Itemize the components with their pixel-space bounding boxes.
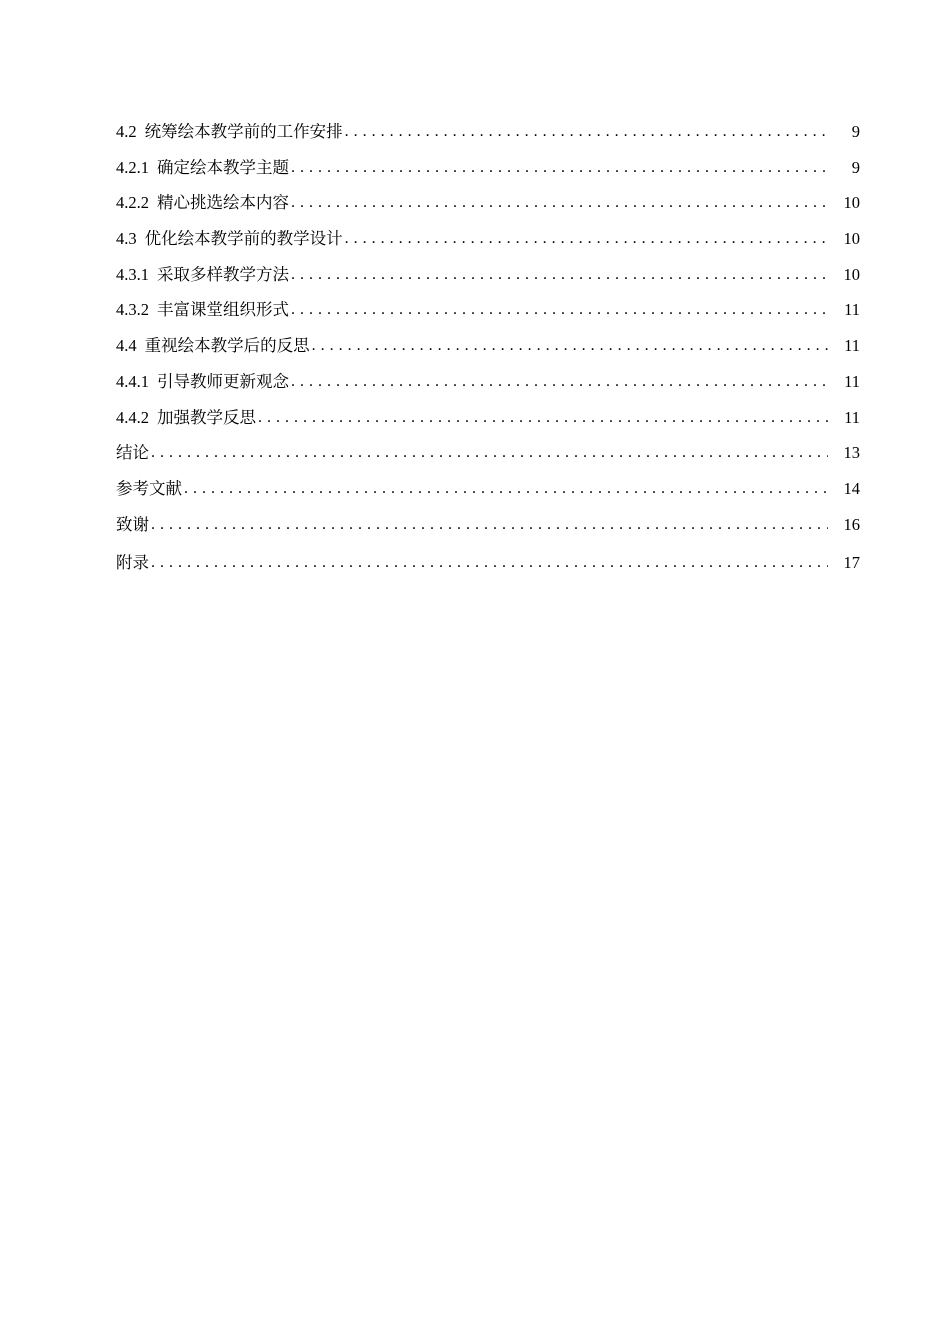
toc-entry[interactable] xyxy=(116,471,860,507)
toc-entry-page: 9 xyxy=(851,157,860,177)
toc-dot-leader xyxy=(151,543,828,582)
toc-entry-number: 4.2.1 xyxy=(116,157,149,177)
toc-dot-leader xyxy=(291,184,828,221)
toc-entry[interactable] xyxy=(116,185,860,221)
toc-entry[interactable] xyxy=(116,435,860,471)
toc-entry-page: 17 xyxy=(843,553,860,573)
toc-entry-number: 4.2.2 xyxy=(116,193,149,213)
toc-dot-leader xyxy=(291,291,828,328)
toc-entry[interactable] xyxy=(116,150,860,186)
toc-entry[interactable] xyxy=(116,292,860,328)
toc-dot-leader xyxy=(291,149,828,186)
toc-entry-title: 致谢 xyxy=(116,514,149,534)
toc-entry-title: 采取多样教学方法 xyxy=(157,264,289,284)
toc-entry-title: 引导教师更新观念 xyxy=(157,371,289,391)
toc-entry-page: 16 xyxy=(843,514,860,534)
toc-entry-page: 11 xyxy=(844,300,860,320)
toc-entry-page: 9 xyxy=(851,122,860,141)
toc-dot-leader xyxy=(345,220,828,257)
toc-entry-number: 4.3 xyxy=(116,229,137,249)
toc-entry-title: 参考文献 xyxy=(116,478,182,498)
toc-dot-leader xyxy=(258,399,828,436)
toc-entry[interactable] xyxy=(116,400,860,436)
toc-entry-number: 4.4 xyxy=(116,336,137,356)
toc-entry-page: 11 xyxy=(844,336,860,356)
toc-dot-leader xyxy=(184,470,828,507)
toc-entry[interactable] xyxy=(116,328,860,364)
toc-entry-title: 丰富课堂组织形式 xyxy=(157,300,289,320)
toc-entry-title: 统筹绘本教学前的工作安排 xyxy=(144,122,343,141)
toc-entry-number: 4.2 xyxy=(116,122,137,141)
toc-dot-leader xyxy=(151,506,828,543)
toc-dot-leader xyxy=(291,256,828,293)
toc-entry-title: 结论 xyxy=(116,443,149,463)
toc-entry-title: 加强教学反思 xyxy=(157,407,256,427)
toc-entry-page: 14 xyxy=(843,478,860,498)
toc-entry-page: 10 xyxy=(843,264,860,284)
toc-entry-number: 4.4.1 xyxy=(116,371,149,391)
table-of-contents xyxy=(116,114,860,582)
toc-dot-leader xyxy=(345,113,828,150)
toc-entry[interactable] xyxy=(116,114,860,150)
toc-entry[interactable] xyxy=(116,257,860,293)
toc-entry-number: 4.3.2 xyxy=(116,300,149,320)
toc-entry-number: 4.4.2 xyxy=(116,407,149,427)
toc-entry-page: 10 xyxy=(843,229,860,249)
toc-dot-leader xyxy=(291,363,828,400)
toc-entry-title: 优化绘本教学前的教学设计 xyxy=(144,229,343,249)
toc-entry-page: 13 xyxy=(843,443,860,463)
toc-dot-leader xyxy=(312,327,828,364)
toc-entry-title: 重视绘本教学后的反思 xyxy=(144,336,310,356)
toc-entry-title: 精心挑选绘本内容 xyxy=(157,193,289,213)
toc-entry-title: 附录 xyxy=(116,553,149,573)
toc-entry-page: 11 xyxy=(844,371,860,391)
toc-entry[interactable] xyxy=(116,221,860,257)
toc-entry-page: 10 xyxy=(843,193,860,213)
toc-entry[interactable] xyxy=(116,544,860,582)
toc-entry-page: 11 xyxy=(844,407,860,427)
toc-entry[interactable] xyxy=(116,507,860,543)
toc-entry[interactable] xyxy=(116,364,860,400)
toc-dot-leader xyxy=(151,434,828,471)
toc-entry-title: 确定绘本教学主题 xyxy=(157,157,289,177)
toc-entry-number: 4.3.1 xyxy=(116,264,149,284)
